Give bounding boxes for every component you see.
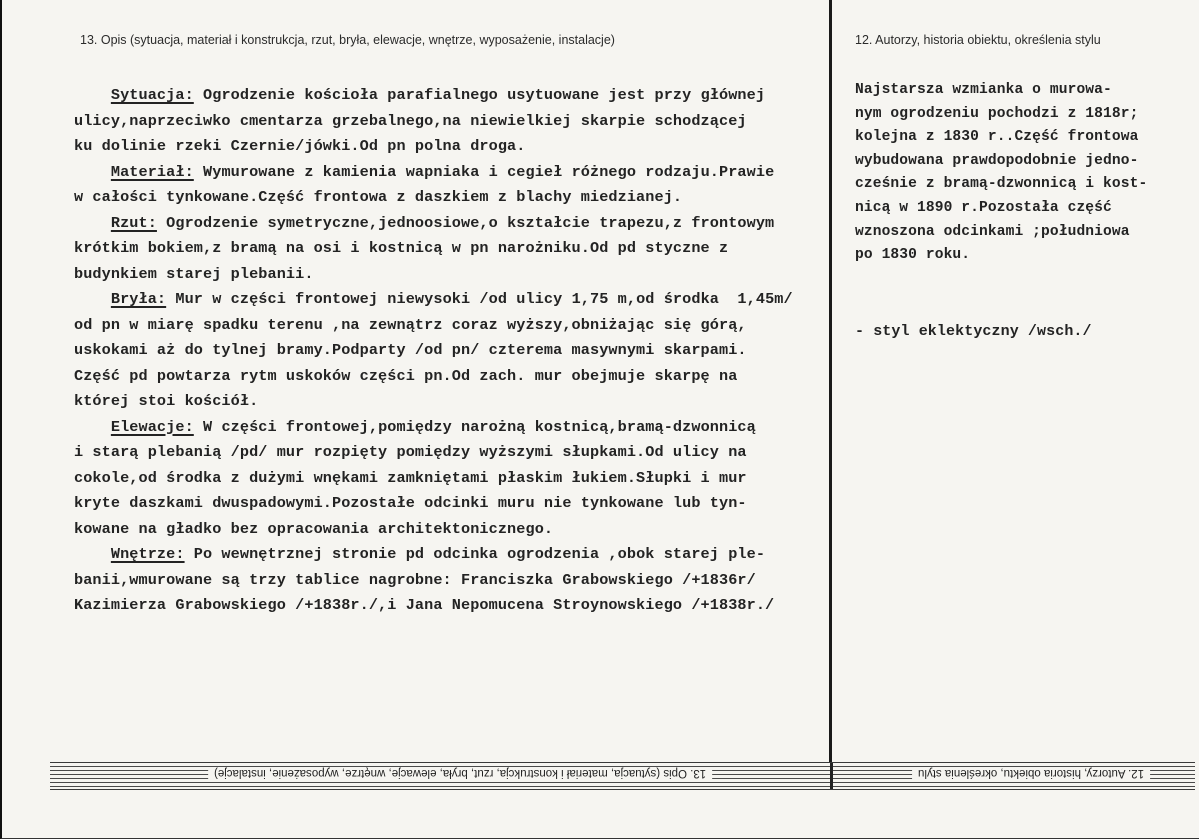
history-line: nym ogrodzeniu pochodzi z 1818r; — [855, 105, 1139, 122]
history-text — [855, 79, 1190, 268]
elevations-line: kowane na gładko bez opracowania architektonicznego. — [74, 519, 554, 538]
massing-paragraph: Bryła: Mur w części frontowej niewysoki /od ulicy 1,75 m,od środka 1,45m/ — [110, 290, 793, 308]
description-section-label: 13. Opis (sytuacja, materiał i konstrukcja, rzut, bryła, elewacje, wnętrze, wyposażenie, instalacje) — [80, 33, 615, 47]
situation-line: ulicy,naprzeciwko cmentarza grzebalnego,na niewielkiej skarpie schodzącej — [74, 111, 747, 130]
plan-line: krótkim bokiem,z bramą na osi i kostnicą w pn narożniku.Od pd styczne z — [74, 239, 729, 257]
material-line: w całości tynkowane.Część frontowa z daszkiem z blachy miedzianej. — [74, 188, 683, 206]
interior-paragraph: Wnętrze: Po wewnętrznej stronie pd odcinka ogrodzenia ,obok starej ple- — [110, 545, 766, 563]
elevations-line: cokole,od środka z dużymi wnękami zamkniętami płaskim łukiem.Słupki i mur — [74, 468, 747, 487]
history-line: po 1830 roku. — [855, 247, 971, 264]
massing-line: której stoi kościół. — [74, 392, 259, 410]
history-line: cześnie z bramą-dzwonnicą i kost- — [855, 176, 1148, 193]
history-line: wybudowana prawdopodobnie jedno- — [855, 152, 1139, 169]
history-line: kolejna z 1830 r..Część frontowa — [855, 129, 1139, 146]
situation-line: ku dolinie rzeki Czernie/jówki.Od pn polna droga. — [74, 137, 526, 155]
interior-line: banii,wmurowane są trzy tablice nagrobne: Franciszka Grabowskiego /+1836r/ — [74, 570, 756, 589]
style-designation: - styl eklektyczny /wsch./ — [855, 323, 1092, 340]
history-section-label: 12. Autorzy, historia obiektu, określenia stylu — [855, 33, 1101, 47]
mirrored-footer-strip — [50, 762, 1195, 790]
mirrored-history-label: 12. Autorzy, historia obiektu, określenia stylu — [912, 767, 1150, 779]
mirrored-description-label: 13. Opis (sytuacja, materiał i konstrukcja, rzut, bryła, elewacje, wnętrze, wyposażenie, instalacje) — [208, 767, 712, 779]
elevations-line: i starą plebanią /pd/ mur rozpięty pomiędzy wyższymi słupkami.Od ulicy na — [74, 443, 747, 461]
massing-line: od pn w miarę spadku terenu ,na zewnątrz coraz wyższy,obniżając się górą, — [74, 315, 747, 334]
massing-line: Część pd powtarza rytm uskoków części pn.Od zach. mur obejmuje skarpę na — [74, 366, 738, 385]
interior-line: Kazimierza Grabowskiego /+1838r./,i Jana Nepomucena Stroynowskiego /+1838r./ — [74, 596, 775, 614]
plan-heading: Rzut: — [110, 213, 157, 232]
material-paragraph: Materiał: Wymurowane z kamienia wapniaka i cegieł różnego rodzaju.Prawie — [110, 162, 775, 181]
elevations-heading: Elewacje: — [110, 417, 194, 436]
history-line: wznoszona odcinkami ;południowa — [855, 223, 1130, 240]
history-line: Najstarsza wzmianka o murowa- — [855, 82, 1112, 98]
plan-line: budynkiem starej plebanii. — [74, 264, 314, 283]
plan-paragraph: Rzut: Ogrodzenie symetryczne,jednoosiowe,o kształcie trapezu,z frontowym — [110, 213, 775, 232]
massing-line: uskokami aż do tylnej bramy.Podparty /od pn/ czterema masywnymi skarpami. — [74, 341, 747, 359]
description-text — [74, 83, 844, 619]
footer-divider — [830, 763, 833, 789]
elevations-line: kryte daszkami dwuspadowymi.Pozostałe odcinki muru nie tynkowane lub tyn- — [74, 494, 747, 512]
history-line: nicą w 1890 r.Pozostała część — [855, 199, 1112, 216]
situation-heading: Sytuacja: — [110, 86, 194, 104]
interior-heading: Wnętrze: — [110, 545, 185, 563]
situation-paragraph: Sytuacja: Ogrodzenie kościoła parafialnego usytuowane jest przy głównej — [110, 86, 766, 104]
elevations-paragraph: Elewacje: W części frontowej,pomiędzy narożną kostnicą,bramą-dzwonnicą — [110, 417, 756, 436]
material-heading: Materiał: — [110, 162, 194, 181]
massing-heading: Bryła: — [110, 290, 167, 308]
